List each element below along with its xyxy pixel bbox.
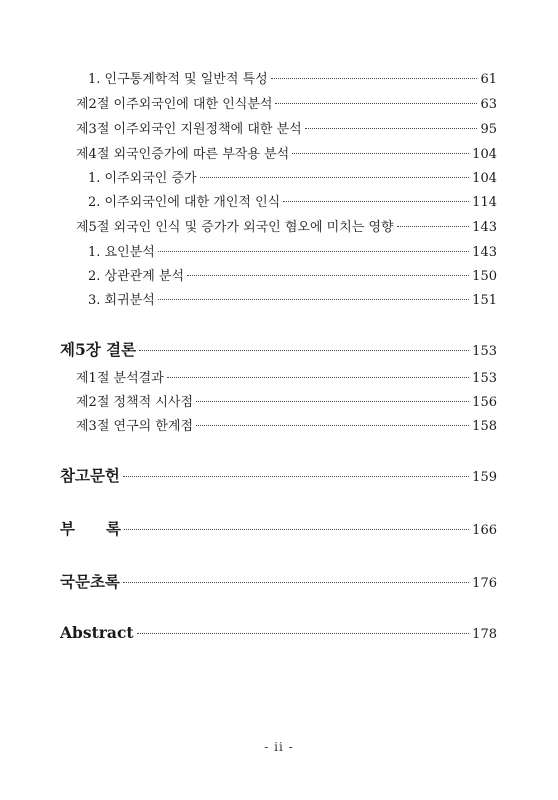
toc-entry xyxy=(88,68,497,87)
toc-entry xyxy=(76,367,497,386)
toc-entry-label: 국문초록 xyxy=(60,572,120,591)
toc-entry-page: 151 xyxy=(472,293,497,308)
dot-leader xyxy=(139,350,469,351)
toc-entry-page: 156 xyxy=(472,395,497,410)
toc-entry xyxy=(76,118,497,137)
toc-entry xyxy=(88,265,497,284)
toc-chapter-entry xyxy=(60,338,497,360)
toc-entry xyxy=(88,241,497,260)
toc-entry-label: 1. 요인분석 xyxy=(88,245,155,260)
toc-chapter-entry xyxy=(60,623,497,642)
toc-entry-page: 166 xyxy=(472,523,497,538)
dot-leader xyxy=(158,251,469,252)
toc-entry xyxy=(88,289,497,308)
toc-entry-page: 143 xyxy=(472,245,497,260)
toc-entry-page: 150 xyxy=(472,269,497,284)
toc-entry-page: 143 xyxy=(472,220,497,235)
toc-entry-page: 178 xyxy=(472,627,497,642)
toc-entry-page: 176 xyxy=(472,576,497,591)
toc-entry-label: 제2절 이주외국인에 대한 인식분석 xyxy=(76,97,273,112)
toc-entry-label: 제1절 분석결과 xyxy=(76,371,164,386)
toc-entry-label: Abstract xyxy=(60,623,134,642)
toc-entry-page: 159 xyxy=(472,470,497,485)
dot-leader xyxy=(397,226,470,227)
dot-leader xyxy=(196,401,469,402)
toc-entry xyxy=(76,415,497,434)
toc-entry-label: 제3절 연구의 한계점 xyxy=(76,419,193,434)
toc-chapter-entry xyxy=(60,517,497,539)
toc-entry-page: 114 xyxy=(472,195,497,210)
dot-leader xyxy=(123,582,469,583)
toc-entry-page: 61 xyxy=(480,72,497,87)
dot-leader xyxy=(283,201,469,202)
dot-leader xyxy=(158,299,469,300)
dot-leader xyxy=(275,103,477,104)
toc-entry xyxy=(76,391,497,410)
toc-entry xyxy=(88,167,497,186)
toc-entry-page: 153 xyxy=(472,371,497,386)
toc-entry-page: 104 xyxy=(472,171,497,186)
dot-leader xyxy=(200,177,470,178)
toc-entry xyxy=(88,191,497,210)
dot-leader xyxy=(271,78,478,79)
toc-entry-label: 제5절 외국인 인식 및 증가가 외국인 혐오에 미치는 영향 xyxy=(76,220,394,235)
toc-entry-label: 부 록 xyxy=(60,519,121,538)
toc-entry-label: 제4절 외국인증가에 따른 부작용 분석 xyxy=(76,147,290,162)
toc-entry-label: 2. 이주외국인에 대한 개인적 인식 xyxy=(88,195,281,210)
toc-entry-page: 63 xyxy=(480,97,497,112)
dot-leader xyxy=(137,633,470,634)
toc-entry xyxy=(76,93,497,112)
dot-leader xyxy=(187,275,469,276)
toc-entry-label: 참고문헌 xyxy=(60,466,120,485)
page-number: - ii - xyxy=(264,740,294,754)
toc-entry-page: 153 xyxy=(472,344,497,359)
toc-entry-label: 1. 인구통계학적 및 일반적 특성 xyxy=(88,72,268,87)
toc-entry-page: 95 xyxy=(480,122,497,137)
dot-leader xyxy=(124,529,469,530)
toc-entry-label: 2. 상관관계 분석 xyxy=(88,269,185,284)
dot-leader xyxy=(123,476,469,477)
dot-leader xyxy=(167,377,469,378)
toc-chapter-entry xyxy=(60,464,497,486)
dot-leader xyxy=(292,153,469,154)
toc-entry-label: 1. 이주외국인 증가 xyxy=(88,171,197,186)
toc-entry-page: 158 xyxy=(472,419,497,434)
toc-entry xyxy=(76,216,497,235)
dot-leader xyxy=(305,128,478,129)
toc-entry-label: 3. 회귀분석 xyxy=(88,293,155,308)
toc-entry-label: 제5장 결론 xyxy=(60,340,137,359)
toc-entry xyxy=(76,143,497,162)
toc-entry-label: 제3절 이주외국인 지원정책에 대한 분석 xyxy=(76,122,302,137)
toc-entry-label: 제2절 정책적 시사점 xyxy=(76,395,193,410)
toc-chapter-entry xyxy=(60,570,497,592)
toc-entry-page: 104 xyxy=(472,147,497,162)
dot-leader xyxy=(196,425,469,426)
